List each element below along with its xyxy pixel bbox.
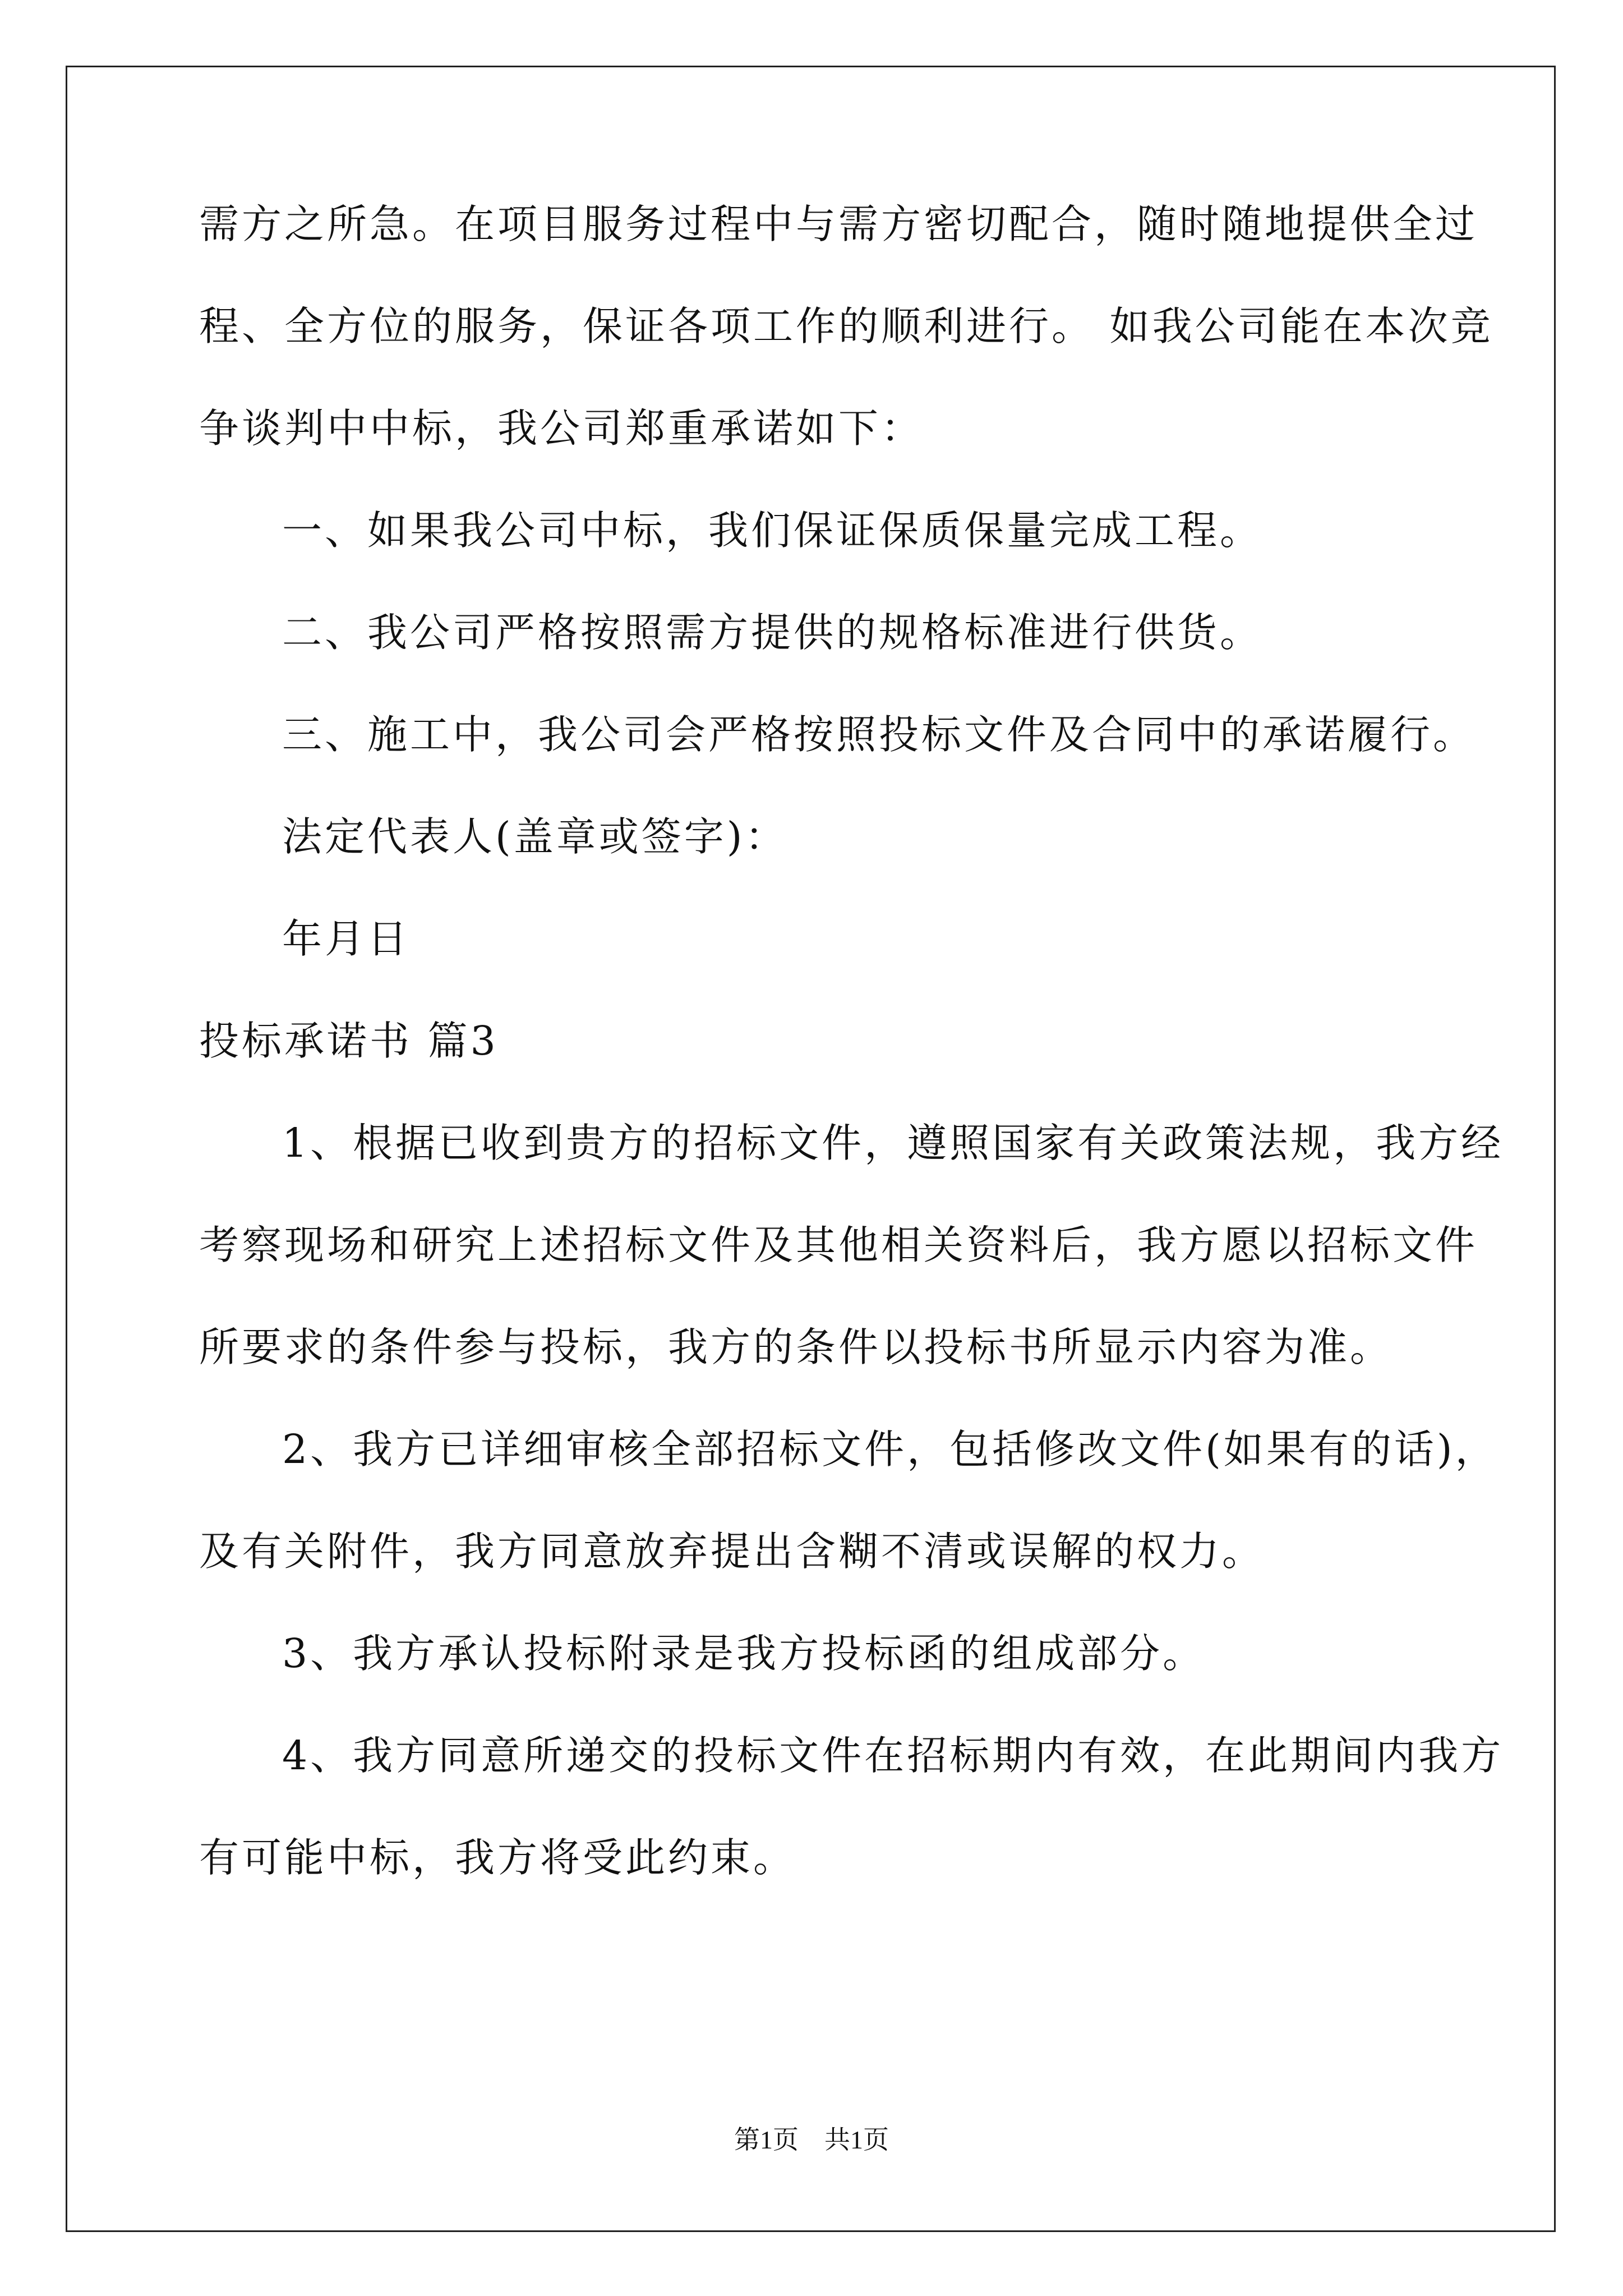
date-label: 年月日 bbox=[282, 915, 411, 962]
commitment-item-3: 三、施工中，我公司会严格按照投标文件及合同中的承诺履行。 bbox=[282, 711, 1476, 758]
text-line: 及有关附件，我方同意放弃提出含糊不清或误解的权力。 bbox=[199, 1528, 1265, 1575]
section-heading: 投标承诺书 篇3 bbox=[199, 1018, 499, 1064]
text-line: 考察现场和研究上述招标文件及其他相关资料后，我方愿以招标文件 bbox=[199, 1222, 1478, 1268]
text-line: 3、我方承认投标附录是我方投标函的组成部分。 bbox=[282, 1630, 1206, 1677]
text-line: 所要求的条件参与投标，我方的条件以投标书所显示内容为准。 bbox=[199, 1324, 1393, 1370]
commitment-item-2: 二、我公司严格按照需方提供的规格标准进行供货。 bbox=[282, 609, 1263, 656]
signature-label: 法定代表人(盖章或签字)： bbox=[282, 813, 788, 860]
text-line: 4、我方同意所递交的投标文件在招标期内有效，在此期间内我方 bbox=[282, 1732, 1504, 1779]
text-line: 1、根据已收到贵方的招标文件，遵照国家有关政策法规，我方经 bbox=[282, 1120, 1504, 1166]
text-line: 程、全方位的服务，保证各项工作的顺利进行。 如我公司能在本次竞 bbox=[199, 303, 1493, 349]
commitment-item-1: 一、如果我公司中标，我们保证保质保量完成工程。 bbox=[282, 507, 1263, 554]
text-line: 2、我方已详细审核全部招标文件，包括修改文件(如果有的话)， bbox=[282, 1426, 1498, 1473]
page-footer: 第1页 共1页 bbox=[734, 2125, 889, 2154]
text-line: 争谈判中中标，我公司郑重承诺如下： bbox=[199, 405, 924, 452]
text-line: 需方之所急。在项目服务过程中与需方密切配合，随时随地提供全过 bbox=[199, 201, 1478, 247]
text-line: 有可能中标，我方将受此约束。 bbox=[199, 1834, 796, 1881]
